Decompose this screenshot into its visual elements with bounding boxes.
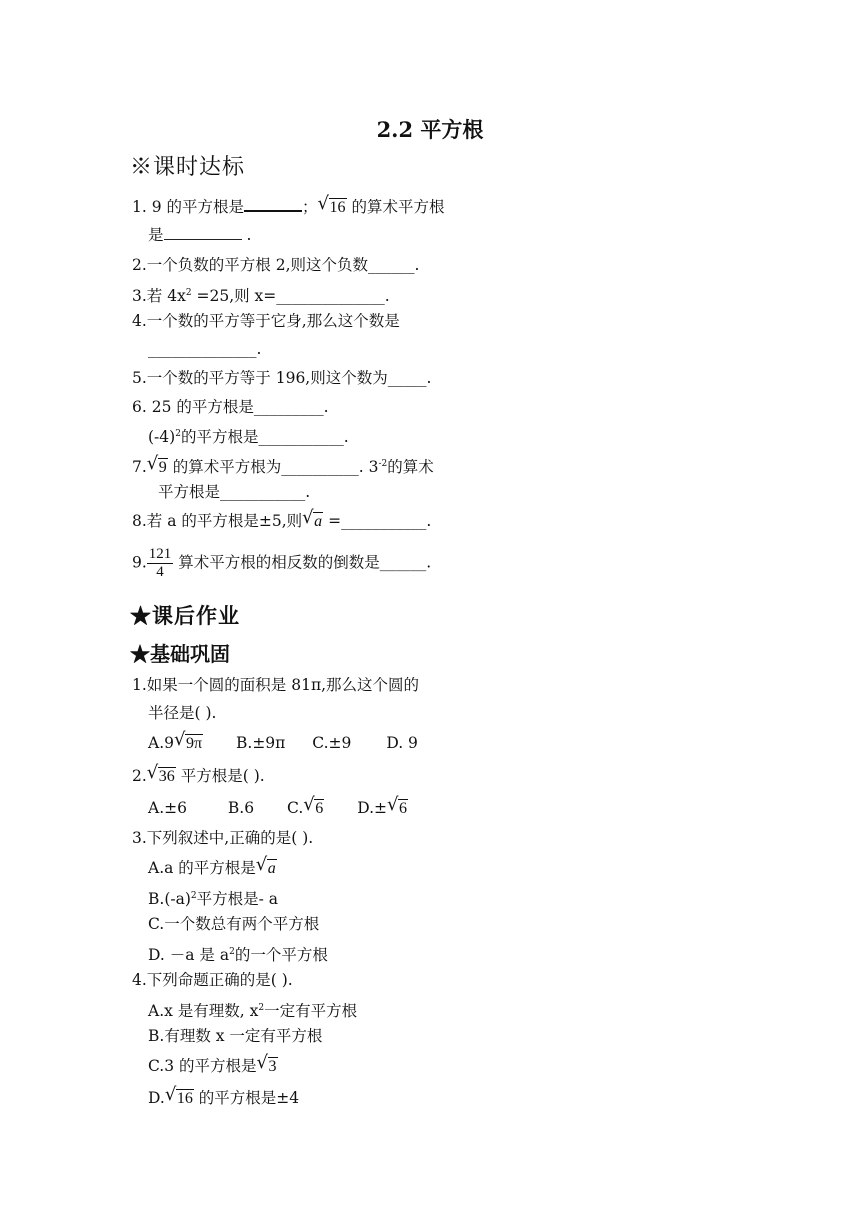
q1-sep: ； [302, 198, 318, 216]
question-7 [132, 453, 434, 479]
q9-text: 算术平方根的相反数的倒数是______. [173, 553, 432, 572]
page-title: 2.2 平方根 [376, 117, 484, 142]
option-d[interactable]: D. 9 [386, 734, 418, 752]
answer-blank[interactable] [164, 225, 242, 240]
option-d[interactable]: D.± √ 6 [357, 794, 408, 817]
question-1-cont [148, 224, 251, 246]
hw-question-3-option-a[interactable]: A.a 的平方根是 √ a [148, 854, 276, 877]
question-4: 4.一个数的平方等于它身,那么这个数是 [132, 312, 400, 330]
hw-question-4-option-d[interactable]: D. √ 16 的平方根是±4 [148, 1084, 300, 1107]
q7-num: 7. [132, 458, 147, 477]
hw-question-3-option-d[interactable]: D. －a 是 $a^2$的一个平方根 [148, 946, 328, 965]
q1-text2: 的算术平方根 [346, 198, 445, 216]
hw-question-2-options [148, 794, 408, 820]
h2-num: 2. [132, 767, 147, 785]
question-3 [132, 282, 390, 307]
q1-end: . [241, 226, 252, 244]
q6-exp: 2 [175, 429, 181, 439]
question-4-cont: ______________. [148, 340, 262, 358]
answer-blank[interactable] [244, 196, 302, 212]
option-b[interactable]: B.6 [227, 799, 255, 817]
q6-base: (-4) [148, 428, 176, 447]
q8-text2: =___________. [323, 512, 432, 530]
section-heading-homework: ★课后作业 [130, 603, 240, 628]
question-6-cont [148, 423, 349, 448]
q7-exp: -2 [378, 459, 388, 469]
sqrt-a: √ a [302, 507, 323, 530]
q1-text: 1. 9 的平方根是 [132, 198, 245, 216]
question-5: 5.一个数的平方等于 196,则这个数为_____. [132, 369, 432, 387]
question-8 [132, 507, 432, 533]
hw-question-1-options [148, 729, 418, 755]
hw-question-4-option-c[interactable]: C.3 的平方根是 √ 3 [148, 1052, 277, 1075]
hw-question-4: 4.下列命题正确的是( ). [132, 971, 293, 989]
question-9 [132, 546, 431, 581]
q8-text: 8.若 a 的平方根是±5,则 [132, 512, 303, 530]
hw-question-1-cont: 半径是( ). [148, 704, 217, 722]
subsection-heading-basics: ★基础巩固 [130, 642, 230, 666]
fraction-121-over-4: $\frac{121}{4}$ [148, 546, 172, 580]
hw-question-4-option-b[interactable]: B.有理数 x 一定有平方根 [148, 1027, 323, 1045]
q9-num: 9. [132, 553, 147, 572]
h2-text: 平方根是( ). [175, 767, 265, 785]
q1-text3: 是 [148, 226, 164, 244]
q7-text: 的算术平方根为__________. 3 [167, 458, 379, 477]
option-c[interactable]: C. √ 6 [287, 794, 324, 817]
hw-question-1: 1.如果一个圆的面积是 81π,那么这个圆的 [132, 676, 420, 694]
sqrt-16: √ 16 [317, 193, 346, 216]
option-b[interactable]: B.±9π [236, 734, 286, 752]
question-7-cont: 平方根是___________. [158, 483, 311, 501]
sqrt-36: √ 36 [146, 762, 175, 785]
sqrt-9: √ 9 [146, 453, 167, 477]
q3-text2: =25,则 x=______________. [191, 287, 390, 306]
question-6: 6. 25 的平方根是_________. [132, 398, 329, 416]
hw-question-3: 3.下列叙述中,正确的是( ). [132, 829, 314, 847]
option-c[interactable]: C.±9 [312, 734, 352, 752]
hw-question-3-option-c[interactable]: C.一个数总有两个平方根 [148, 915, 320, 933]
hw-question-4-option-a[interactable]: A.x 是有理数, $x^2$一定有平方根 [148, 1002, 358, 1021]
option-a[interactable]: A.9 √ 9π [148, 729, 203, 752]
section-heading-class-standard: ※课时达标 [130, 155, 246, 180]
question-2: 2.一个负数的平方根 2,则这个负数______. [132, 256, 420, 274]
q7-text2: 的算术 [387, 458, 434, 477]
q3-text: 3.若 4x [132, 287, 186, 306]
question-1 [132, 193, 445, 219]
option-a[interactable]: A.±6 [148, 799, 187, 817]
hw-question-2 [132, 762, 265, 788]
hw-question-3-option-b[interactable]: $B.(-a)^2$平方根是- a [148, 890, 279, 909]
q3-exp: 2 [185, 288, 192, 298]
q6-text: 的平方根是___________. [180, 428, 349, 447]
